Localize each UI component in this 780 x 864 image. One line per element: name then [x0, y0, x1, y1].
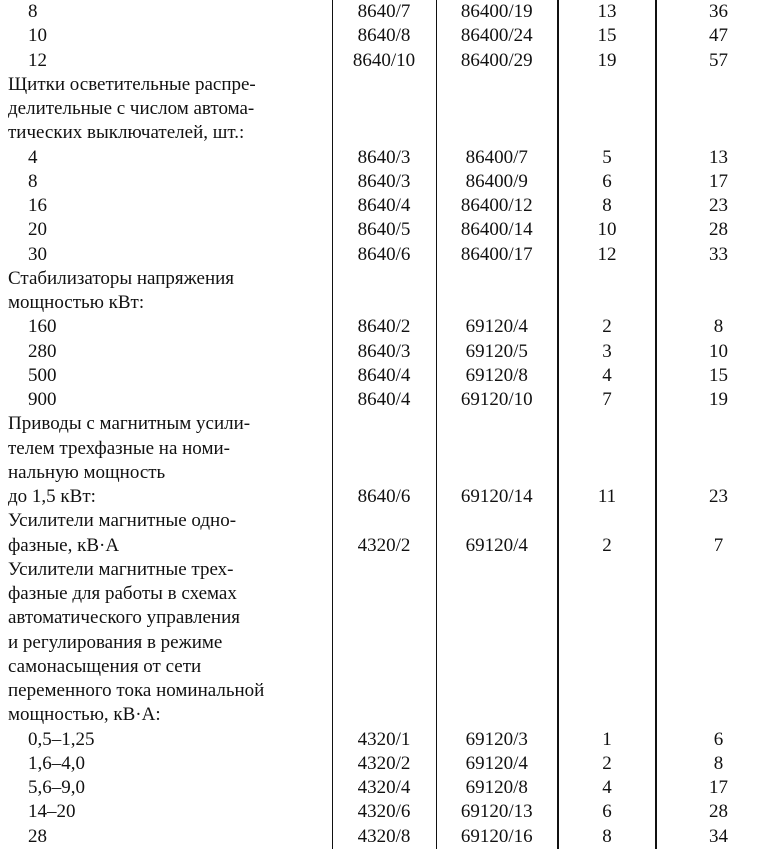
row-label: мощностью кВт: [8, 292, 145, 314]
cell-c4 [656, 655, 780, 679]
cell-c1: 8640/4 [332, 364, 436, 388]
cell-c3: 4 [558, 776, 656, 800]
cell-c4: 28 [656, 218, 780, 242]
cell-c2: 86400/24 [436, 24, 558, 48]
cell-c3: 15 [558, 24, 656, 48]
cell-c1: 4320/6 [332, 800, 436, 824]
table-row [0, 73, 780, 97]
row-label: 900 [28, 389, 57, 411]
cell-c2: 69120/4 [436, 752, 558, 776]
cell-c2: 86400/19 [436, 0, 558, 24]
cell-c2 [436, 606, 558, 630]
cell-c3: 2 [558, 534, 656, 558]
cell-c2: 69120/16 [436, 825, 558, 849]
cell-c1: 8640/3 [332, 340, 436, 364]
table-row [0, 146, 780, 170]
table-row [0, 24, 780, 48]
cell-c2: 86400/12 [436, 194, 558, 218]
cell-c4: 15 [656, 364, 780, 388]
cell-c3 [558, 631, 656, 655]
cell-c3 [558, 606, 656, 630]
cell-c3 [558, 509, 656, 533]
cell-c4 [656, 582, 780, 606]
table-row [0, 267, 780, 291]
cell-c2: 69120/4 [436, 315, 558, 339]
cell-c1: 8640/6 [332, 243, 436, 267]
cell-c1: 8640/8 [332, 24, 436, 48]
table-row [0, 485, 780, 509]
cell-c1 [332, 655, 436, 679]
cell-c4: 17 [656, 170, 780, 194]
cell-c1 [332, 679, 436, 703]
row-label: 8 [28, 1, 38, 23]
cell-c2: 69120/3 [436, 728, 558, 752]
row-label: 160 [28, 316, 57, 338]
row-label: тических выключателей, шт.: [8, 122, 245, 144]
cell-c3 [558, 412, 656, 436]
cell-c2: 69120/8 [436, 776, 558, 800]
cell-c2: 69120/4 [436, 534, 558, 558]
cell-c4 [656, 679, 780, 703]
cell-c4: 10 [656, 340, 780, 364]
cell-c3: 5 [558, 146, 656, 170]
cell-c1 [332, 703, 436, 727]
cell-c3 [558, 655, 656, 679]
table-row [0, 364, 780, 388]
cell-c1 [332, 437, 436, 461]
row-label: 20 [28, 219, 47, 241]
cell-c4 [656, 267, 780, 291]
cell-c4: 6 [656, 728, 780, 752]
cell-c4 [656, 509, 780, 533]
cell-c2 [436, 679, 558, 703]
table-row [0, 800, 780, 824]
cell-c4: 8 [656, 315, 780, 339]
cell-c3 [558, 291, 656, 315]
table-row [0, 121, 780, 145]
table-row [0, 243, 780, 267]
cell-c2 [436, 582, 558, 606]
row-label: 10 [28, 25, 47, 47]
table-row [0, 752, 780, 776]
cell-c4 [656, 461, 780, 485]
cell-c4: 23 [656, 485, 780, 509]
table-row [0, 461, 780, 485]
cell-c3 [558, 121, 656, 145]
cell-c3 [558, 97, 656, 121]
cell-c2 [436, 558, 558, 582]
cell-c1: 8640/3 [332, 170, 436, 194]
cell-c3: 6 [558, 170, 656, 194]
cell-c3: 19 [558, 49, 656, 73]
cell-c4: 23 [656, 194, 780, 218]
cell-c1: 4320/2 [332, 534, 436, 558]
cell-c4: 7 [656, 534, 780, 558]
row-label: 16 [28, 195, 47, 217]
cell-c3: 10 [558, 218, 656, 242]
cell-c3 [558, 558, 656, 582]
cell-c3 [558, 461, 656, 485]
row-label: телем трехфазные на номи- [8, 437, 230, 459]
row-label: 1,6–4,0 [28, 752, 85, 774]
cell-c4 [656, 606, 780, 630]
cell-c4 [656, 703, 780, 727]
row-label: 4 [28, 146, 38, 168]
cell-c3 [558, 703, 656, 727]
row-label: переменного тока номинальной [8, 680, 265, 702]
cell-c3 [558, 582, 656, 606]
table-row [0, 728, 780, 752]
cell-c4 [656, 121, 780, 145]
cell-c3: 2 [558, 315, 656, 339]
cell-c2 [436, 121, 558, 145]
cell-c3: 3 [558, 340, 656, 364]
cell-c1 [332, 73, 436, 97]
cell-c3: 7 [558, 388, 656, 412]
cell-c3 [558, 73, 656, 97]
table-row [0, 631, 780, 655]
table-row [0, 412, 780, 436]
cell-c4 [656, 437, 780, 461]
row-label: самонасыщения от сети [8, 655, 202, 677]
table-row [0, 582, 780, 606]
cell-c1: 4320/1 [332, 728, 436, 752]
cell-c4: 57 [656, 49, 780, 73]
table-row [0, 0, 780, 24]
row-label: 14–20 [28, 801, 76, 823]
cell-c4: 47 [656, 24, 780, 48]
cell-c1: 8640/7 [332, 0, 436, 24]
cell-c1 [332, 121, 436, 145]
cell-c3: 11 [558, 485, 656, 509]
cell-c2 [436, 73, 558, 97]
cell-c1: 8640/4 [332, 194, 436, 218]
cell-c3: 2 [558, 752, 656, 776]
cell-c4 [656, 412, 780, 436]
cell-c2 [436, 509, 558, 533]
cell-c2 [436, 703, 558, 727]
cell-c2: 69120/8 [436, 364, 558, 388]
cell-c1 [332, 461, 436, 485]
cell-c1: 4320/8 [332, 825, 436, 849]
row-label: 30 [28, 243, 47, 265]
cell-c2: 69120/13 [436, 800, 558, 824]
cell-c4: 28 [656, 800, 780, 824]
cell-c1: 8640/5 [332, 218, 436, 242]
cell-c2 [436, 437, 558, 461]
cell-c1 [332, 97, 436, 121]
cell-c1 [332, 582, 436, 606]
table-row [0, 703, 780, 727]
table-row [0, 315, 780, 339]
cell-c2: 69120/10 [436, 388, 558, 412]
table-row [0, 655, 780, 679]
row-label: 0,5–1,25 [28, 728, 95, 750]
row-label: и регулирования в режиме [8, 631, 223, 653]
cell-c2: 69120/14 [436, 485, 558, 509]
table-row [0, 340, 780, 364]
cell-c3: 6 [558, 800, 656, 824]
cell-c1: 8640/10 [332, 49, 436, 73]
cell-c2: 86400/9 [436, 170, 558, 194]
table-row [0, 170, 780, 194]
cell-c3 [558, 679, 656, 703]
cell-c2 [436, 631, 558, 655]
table-row [0, 49, 780, 73]
cell-c4: 13 [656, 146, 780, 170]
cell-c3 [558, 437, 656, 461]
row-label: 500 [28, 364, 57, 386]
cell-c1 [332, 509, 436, 533]
row-label: 8 [28, 170, 38, 192]
row-label: 5,6–9,0 [28, 777, 85, 799]
cell-c1 [332, 631, 436, 655]
table-row [0, 509, 780, 533]
cell-c2: 86400/17 [436, 243, 558, 267]
table-row [0, 606, 780, 630]
cell-c2: 86400/29 [436, 49, 558, 73]
cell-c2: 86400/7 [436, 146, 558, 170]
cell-c3: 8 [558, 194, 656, 218]
table-row [0, 534, 780, 558]
cell-c2 [436, 97, 558, 121]
cell-c1: 8640/4 [332, 388, 436, 412]
table-row [0, 194, 780, 218]
cell-c1: 8640/6 [332, 485, 436, 509]
row-label: до 1,5 кВт: [8, 486, 96, 508]
row-label: Усилители магнитные трех- [8, 558, 234, 580]
row-label: Приводы с магнитным усили- [8, 413, 251, 435]
cell-c3: 12 [558, 243, 656, 267]
table-row [0, 97, 780, 121]
table-row [0, 825, 780, 849]
cell-c4: 8 [656, 752, 780, 776]
row-label: Усилители магнитные одно- [8, 510, 237, 532]
table-row [0, 388, 780, 412]
cell-c1: 4320/4 [332, 776, 436, 800]
cell-c1 [332, 291, 436, 315]
cell-c2 [436, 267, 558, 291]
cell-c4 [656, 558, 780, 582]
cell-c4: 36 [656, 0, 780, 24]
cell-c3: 4 [558, 364, 656, 388]
row-label: Щитки осветительные распре- [8, 73, 256, 95]
row-label: нальную мощность [8, 461, 166, 483]
cell-c4 [656, 73, 780, 97]
cell-c4 [656, 291, 780, 315]
cell-c2 [436, 461, 558, 485]
table-row [0, 291, 780, 315]
cell-c1: 4320/2 [332, 752, 436, 776]
cell-c2 [436, 291, 558, 315]
cell-c4 [656, 631, 780, 655]
cell-c2: 86400/14 [436, 218, 558, 242]
cell-c3: 8 [558, 825, 656, 849]
row-label: 280 [28, 340, 57, 362]
cell-c2: 69120/5 [436, 340, 558, 364]
cell-c1: 8640/2 [332, 315, 436, 339]
table-row [0, 437, 780, 461]
cell-c4: 33 [656, 243, 780, 267]
cell-c3: 1 [558, 728, 656, 752]
row-label: фазные для работы в схемах [8, 583, 237, 605]
row-label: делительные с числом автома- [8, 98, 255, 120]
cell-c1 [332, 267, 436, 291]
cell-c4: 17 [656, 776, 780, 800]
table-row [0, 218, 780, 242]
row-label: автоматического управления [8, 607, 240, 629]
table-row [0, 558, 780, 582]
row-label: фазные, кВ·А [8, 534, 120, 556]
cell-c4: 19 [656, 388, 780, 412]
cell-c1: 8640/3 [332, 146, 436, 170]
cell-c3 [558, 267, 656, 291]
cell-c3: 13 [558, 0, 656, 24]
cell-c1 [332, 606, 436, 630]
cell-c2 [436, 412, 558, 436]
cell-c1 [332, 558, 436, 582]
cell-c1 [332, 412, 436, 436]
row-label: 12 [28, 49, 47, 71]
cell-c4 [656, 97, 780, 121]
cell-c4: 34 [656, 825, 780, 849]
row-label: мощностью, кВ·А: [8, 704, 161, 726]
table-row [0, 679, 780, 703]
cell-c2 [436, 655, 558, 679]
row-label: Стабилизаторы напряжения [8, 267, 235, 289]
row-label: 28 [28, 825, 47, 847]
table-row [0, 776, 780, 800]
